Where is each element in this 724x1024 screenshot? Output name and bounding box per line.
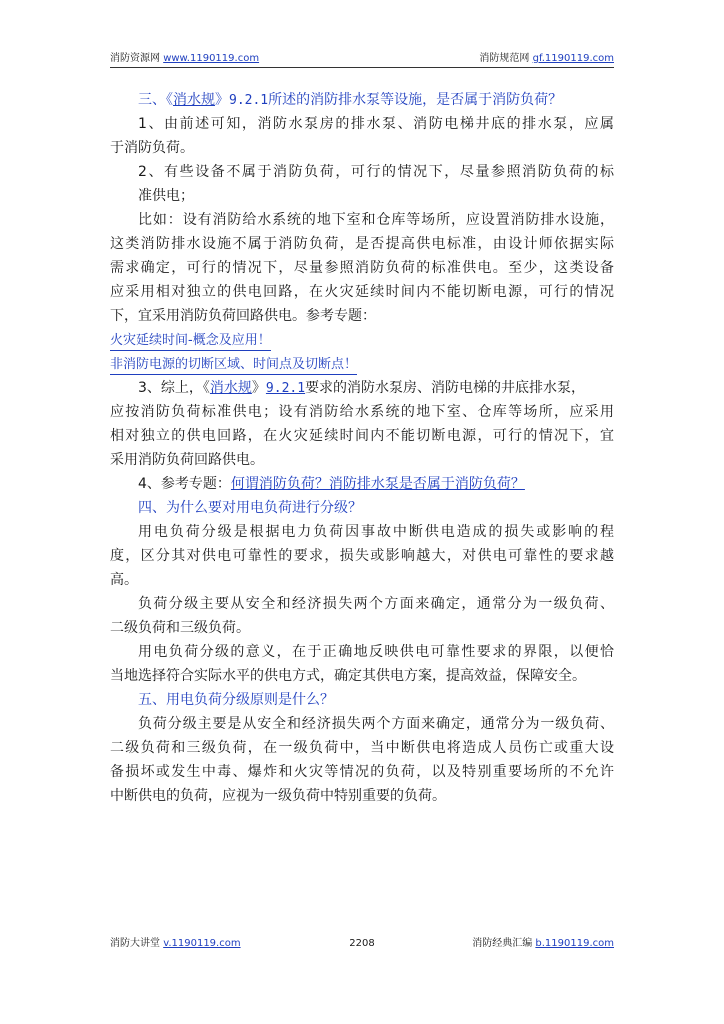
heading-link-xsg[interactable]: 消水规: [173, 92, 215, 108]
section4-p3-line1: 用电负荷分级的意义，在于正确地反映供电可靠性要求的界限，以便恰: [138, 644, 614, 660]
p5-prefix: 4、参考专题：: [138, 476, 231, 492]
heading-clause: 9.2.1: [229, 93, 269, 108]
section4-p1-line3: 高。: [110, 572, 138, 588]
section5-p1-line1: 负荷分级主要是从安全和经济损失两个方面来确定，通常分为一级负荷、: [138, 716, 614, 732]
section4-p1-line2: 度，区分其对供电可靠性的要求，损失或影响越大，对供电可靠性的要求越: [110, 548, 614, 564]
section4-p1-line1: 用电负荷分级是根据电力负荷因事故中断供电造成的损失或影响的程: [138, 524, 614, 540]
topic-link-cutoff[interactable]: 非消防电源的切断区域、时间点及切断点！: [110, 356, 357, 375]
p4-link-xsg[interactable]: 消水规: [209, 380, 252, 396]
heading-suffix: 所述的消防排水泵等设施，是否属于消防负荷？: [268, 92, 563, 108]
p4-mid: 》: [251, 380, 266, 396]
header-right-text: 消防规范网: [479, 53, 530, 64]
topic-row-1: [110, 328, 614, 352]
section3-p5: [110, 472, 614, 496]
footer-left-link[interactable]: v.1190119.com: [163, 938, 241, 949]
header-left: [110, 51, 259, 67]
section3-p2-line1: 2、有些设备不属于消防负荷，可行的情况下，尽量参照消防负荷的标: [138, 164, 614, 180]
section3-p3-line3: 需求确定，可行的情况下，尽量参照消防负荷的标准供电。至少，这类设备: [110, 260, 614, 276]
p5-link-fire-load[interactable]: 何谓消防负荷？消防排水泵是否属于消防负荷？: [230, 476, 525, 492]
topic-link-fire-duration[interactable]: 火灾延续时间-概念及应用！: [110, 332, 271, 351]
topic-row-2: [110, 352, 614, 376]
header-right-link[interactable]: gf.1190119.com: [532, 53, 614, 64]
section4-p2-line2: 二级负荷和三级负荷。: [110, 620, 250, 636]
page-number: 2208: [349, 938, 375, 949]
section3-heading: [110, 88, 614, 112]
section3-p2-line2: 准供电；: [138, 188, 194, 204]
p4-suffix: 要求的消防水泵房、消防电梯的井底排水泵，: [305, 380, 586, 396]
page-content: [110, 88, 614, 808]
section5-heading: 五、用电负荷分级原则是什么？: [138, 692, 334, 708]
section5-p1-line4: 中断供电的负荷，应视为一级负荷中特别重要的负荷。: [110, 788, 446, 804]
heading-prefix: 三、《: [138, 92, 173, 108]
p4-clause[interactable]: 9.2.1: [265, 381, 306, 396]
section5-p1-line3: 备损坏或发生中毒、爆炸和火灾等情况的负荷，以及特别重要场所的不允许: [110, 764, 614, 780]
page-header: [110, 51, 614, 68]
page-footer: [110, 936, 614, 952]
section3-p1-line2: 于消防负荷。: [110, 140, 194, 156]
footer-left-text: 消防大讲堂: [110, 938, 160, 949]
header-left-link[interactable]: www.1190119.com: [163, 53, 260, 64]
footer-right: [472, 936, 614, 952]
header-right: [479, 51, 614, 67]
section3-p3-line1: 比如：设有消防给水系统的地下室和仓库等场所，应设置消防排水设施，: [138, 212, 614, 228]
p4-prefix: 3、综上，《: [138, 380, 210, 396]
section3-p4-line1: [110, 376, 614, 400]
section3-p3-line2: 这类消防排水设施不属于消防负荷，是否提高供电标准，由设计师依据实际: [110, 236, 614, 252]
section3-p3-line5: 下，宜采用消防负荷回路供电。参考专题：: [110, 308, 376, 324]
section3-p4-line2: 应按消防负荷标准供电；设有消防给水系统的地下室、仓库等场所，应采用: [110, 404, 614, 420]
section3-p3-line4: 应采用相对独立的供电回路，在火灾延续时间内不能切断电源，可行的情况: [110, 284, 614, 300]
section3-p4-line3: 相对独立的供电回路，在火灾延续时间内不能切断电源，可行的情况下，宜: [110, 428, 614, 444]
section3-p4-line4: 采用消防负荷回路供电。: [110, 452, 264, 468]
section4-p3-line2: 当地选择符合实际水平的供电方式，确定其供电方案，提高效益，保障安全。: [110, 668, 586, 684]
footer-right-text: 消防经典汇编: [472, 938, 533, 949]
heading-mid: 》: [215, 92, 229, 108]
footer-right-link[interactable]: b.1190119.com: [535, 938, 614, 949]
section4-heading: 四、为什么要对用电负荷进行分级？: [138, 500, 362, 516]
header-left-text: 消防资源网: [110, 53, 160, 64]
section3-p1-line1: 1、由前述可知，消防水泵房的排水泵、消防电梯井底的排水泵，应属: [138, 116, 614, 132]
section4-p2-line1: 负荷分级主要从安全和经济损失两个方面来确定，通常分为一级负荷、: [138, 596, 614, 612]
section5-p1-line2: 二级负荷和三级负荷，在一级负荷中，当中断供电将造成人员伤亡或重大设: [110, 740, 614, 756]
